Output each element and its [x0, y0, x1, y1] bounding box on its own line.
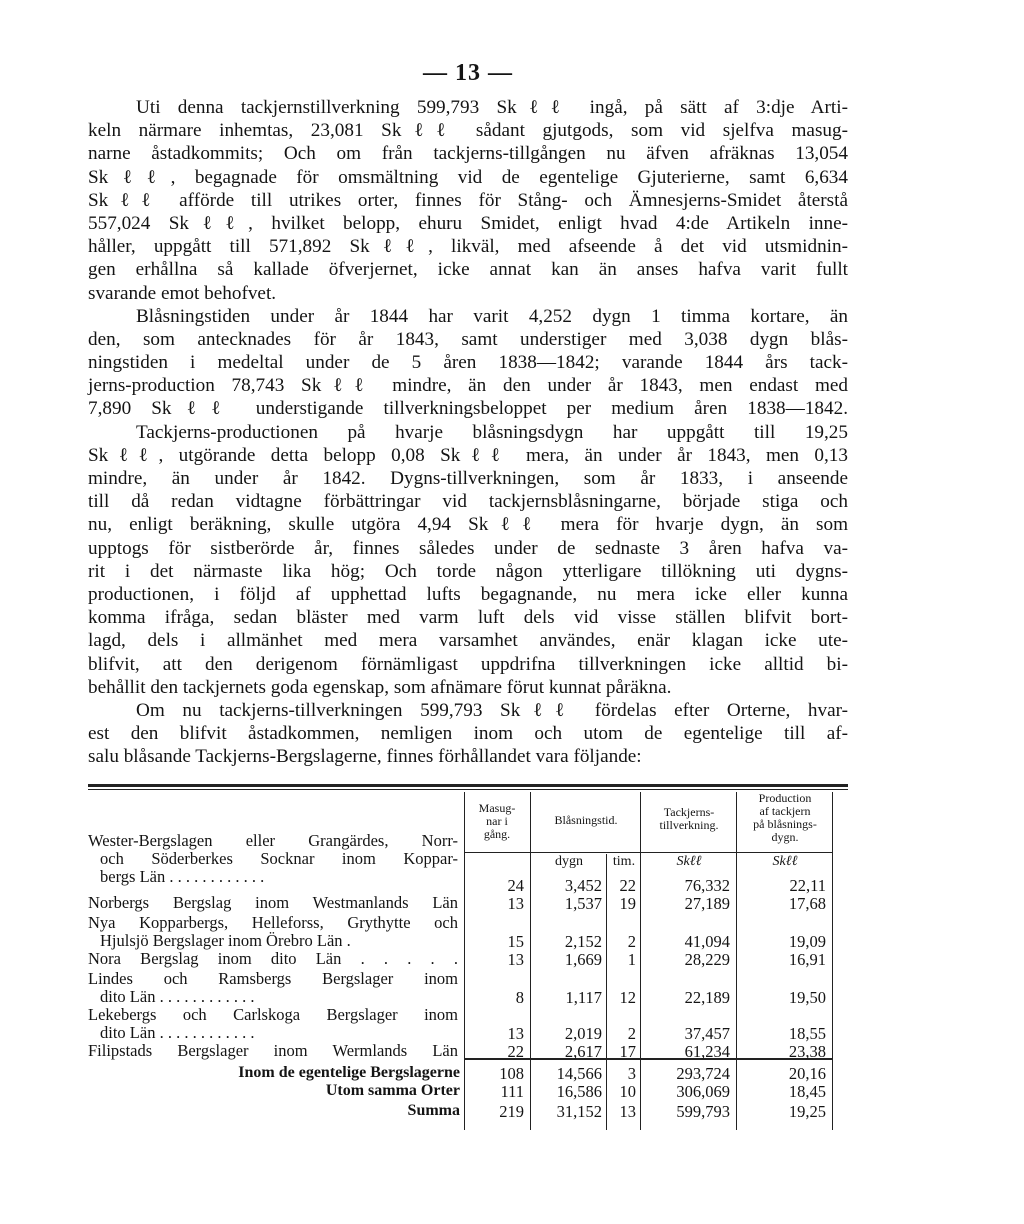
- cell-tillverkning: 27,189: [684, 894, 730, 913]
- body-line: Blåsningstiden under år 1844 har varit 4,252 dygn 1 timma kortare, än: [136, 305, 848, 327]
- body-line: jerns-production 78,743 Skℓℓ mindre, än den under år 1843, men endast med: [88, 375, 848, 397]
- row-label: och Söderberkes Socknar inom Koppar-: [100, 849, 458, 868]
- body-line: den, som antecknades för år 1843, samt understiger med 3,038 dygn blås-: [88, 328, 848, 350]
- cell-production: 16,91: [788, 950, 826, 969]
- body-text: [88, 96, 848, 768]
- body-line: nu, enligt beräkning, skulle utgöra 4,94 Skℓℓ mera för hvarje dygn, än som: [88, 514, 848, 536]
- body-line: ningstiden i medeltal under de 5 åren 1838—1842; varande 1844 års tack-: [88, 352, 848, 374]
- cell-tillverkning: 61,234: [684, 1042, 730, 1061]
- body-line: till då redan vidtagne förbättringar vid tackjernsblåsningarne, började stiga och: [88, 491, 848, 513]
- total-label: Utom samma Orter: [325, 1082, 460, 1099]
- body-line: 7,890 Skℓℓ understigande tillverkningsbeloppet per medium åren 1838—1842.: [88, 398, 848, 420]
- total-tillverkning: 306,069: [676, 1082, 730, 1101]
- total-label: Summa: [407, 1102, 460, 1119]
- cell-tim: 2: [627, 1024, 636, 1043]
- body-line: 557,024 Skℓℓ, hvilket belopp, ehuru Smidet, enligt hvad 4:de Artikeln inne-: [88, 212, 848, 234]
- production-table: [88, 792, 848, 1132]
- row-label: Lindes och Ramsbergs Bergslager inom: [88, 969, 458, 988]
- cell-tim: 12: [619, 988, 636, 1007]
- unit-dygn: dygn: [555, 854, 583, 869]
- cell-tillverkning: 37,457: [684, 1024, 730, 1043]
- row-label: Filipstads Bergslager inom Wermlands Län: [88, 1041, 458, 1060]
- row-label: bergs Län . . . . . . . . . . . .: [100, 867, 265, 886]
- body-line: Skℓℓ, utgörande detta belopp 0,08 Skℓℓ mera, än under år 1843, men 0,13: [88, 444, 848, 466]
- total-label: Inom de egentelige Bergslagerne: [238, 1064, 460, 1081]
- body-line: behållit den tackjernets goda egenskap, som afnämare förut kunnat påräkna.: [88, 676, 672, 698]
- total-production: 19,25: [788, 1102, 826, 1121]
- cell-masugnar: 8: [515, 988, 524, 1007]
- body-line: productionen, i följd af upphettad lufts begagnande, nu mera icke eller kunna: [88, 583, 848, 605]
- total-tillverkning: 599,793: [676, 1102, 730, 1121]
- row-label: Lekebergs och Carlskoga Bergslager inom: [88, 1005, 458, 1024]
- total-masugnar: 219: [499, 1102, 524, 1121]
- body-line: salu blåsande Tackjerns-Bergslagerne, finnes förhållandet vara följande:: [88, 746, 642, 768]
- total-production: 20,16: [788, 1064, 826, 1083]
- header-blasningstid: Blåsningstid.: [554, 813, 618, 827]
- cell-production: 18,55: [788, 1024, 826, 1043]
- total-dygn: 14,566: [556, 1064, 602, 1083]
- header-masugnar: Masug- nar i gång.: [478, 801, 516, 841]
- body-line: Tackjerns-productionen på hvarje blåsningsdygn har uppgått till 19,25: [136, 421, 848, 443]
- unit-tim: tim.: [612, 854, 636, 869]
- row-label: Nya Kopparbergs, Helleforss, Grythytte och: [88, 913, 458, 932]
- cell-dygn: 2,019: [564, 1024, 602, 1043]
- cell-masugnar: 24: [507, 876, 524, 895]
- row-label: Hjulsjö Bergslager inom Örebro Län .: [100, 931, 351, 950]
- cell-dygn: 1,537: [564, 894, 602, 913]
- row-label: Wester-Bergslagen eller Grangärdes, Norr-: [88, 831, 458, 850]
- body-line: Uti denna tackjernstillverkning 599,793 Skℓℓ ingå, på sätt af 3:dje Arti-: [136, 97, 848, 118]
- total-dygn: 16,586: [556, 1082, 602, 1101]
- cell-production: 23,38: [788, 1042, 826, 1061]
- header-tillverkning: Tackjerns- tillverkning.: [659, 805, 719, 832]
- cell-masugnar: 15: [507, 932, 524, 951]
- body-line: est den blifvit åstadkommen, nemligen inom och utom de egentelige till af-: [88, 723, 848, 745]
- body-line: lagd, dels i allmänhet med mera varsamhet användes, enär klagan icke ute-: [88, 630, 848, 652]
- row-label: Norbergs Bergslag inom Westmanlands Län: [88, 893, 458, 912]
- body-line: Skℓℓ afförde till utrikes orter, finnes för Stång- och Ämnesjerns-Smidet återstå: [88, 189, 848, 211]
- cell-masugnar: 13: [507, 894, 524, 913]
- total-tillverkning: 293,724: [676, 1064, 730, 1083]
- cell-dygn: 2,617: [564, 1042, 602, 1061]
- cell-production: 17,68: [788, 894, 826, 913]
- cell-tillverkning: 28,229: [684, 950, 730, 969]
- body-line: håller, uppgått till 571,892 Skℓℓ, likväl, med afseende å det vid utsmidnin-: [88, 236, 848, 258]
- body-line: Skℓℓ, begagnade för omsmältning vid de egentelige Gjuterierne, samt 6,634: [88, 166, 848, 188]
- body-line: rit i det närmaste lika hög; Och torde någon ytterligare tillökning uti dygns-: [88, 560, 848, 582]
- total-masugnar: 108: [499, 1064, 524, 1083]
- cell-dygn: 2,152: [564, 932, 602, 951]
- cell-tim: 17: [619, 1042, 636, 1061]
- cell-dygn: 3,452: [564, 876, 602, 895]
- total-tim: 3: [627, 1064, 636, 1083]
- cell-dygn: 1,117: [565, 988, 602, 1007]
- table-top-rule-thin: [88, 789, 848, 790]
- cell-masugnar: 22: [507, 1042, 524, 1061]
- body-line: Om nu tackjerns-tillverkningen 599,793 Skℓℓ fördelas efter Orterne, hvar-: [136, 699, 848, 721]
- unit-skl-tillverkning: Skℓℓ: [676, 854, 702, 869]
- total-masugnar: 111: [500, 1082, 524, 1101]
- cell-tim: 22: [619, 876, 636, 895]
- row-label: Nora Bergslag inom dito Län . . . . .: [88, 949, 458, 968]
- body-line: mindre, än under år 1842. Dygns-tillverkningen, som år 1833, i anseende: [88, 468, 848, 489]
- cell-tillverkning: 22,189: [684, 988, 730, 1007]
- body-line: keln närmare inhemtas, 23,081 Skℓℓ sådant gjutgods, som vid sjelfva masug-: [88, 120, 848, 142]
- cell-tim: 2: [627, 932, 636, 951]
- header-production: Production af tackjern på blåsnings- dygn.: [753, 791, 817, 844]
- body-line: blifvit, att den derigenom förnämligast uppdrifna tillverkningen icke alltid bi-: [88, 653, 848, 675]
- cell-production: 19,50: [788, 988, 826, 1007]
- total-tim: 13: [619, 1102, 636, 1121]
- total-production: 18,45: [788, 1082, 826, 1101]
- body-line: gen erhållna så kallade öfverjernet, icke annat kan än anses hafva varit fullt: [88, 259, 848, 281]
- body-line: komma ifråga, sedan bläster med varm luft dels vid visse ställen blifvit bort-: [88, 607, 848, 629]
- cell-dygn: 1,669: [564, 950, 602, 969]
- cell-tillverkning: 76,332: [684, 876, 730, 895]
- row-label: dito Län . . . . . . . . . . . .: [100, 1023, 255, 1042]
- cell-masugnar: 13: [507, 950, 524, 969]
- cell-production: 22,11: [789, 876, 826, 895]
- cell-production: 19,09: [788, 932, 826, 951]
- cell-tillverkning: 41,094: [684, 932, 730, 951]
- table-top-rule: [88, 784, 848, 787]
- body-line: svarande emot behofvet.: [88, 282, 277, 304]
- row-label: dito Län . . . . . . . . . . . .: [100, 987, 255, 1006]
- cell-masugnar: 13: [507, 1024, 524, 1043]
- body-line: narne åstadkommits; Och om från tackjerns-tillgången nu äfven afräknas 13,054: [88, 143, 848, 165]
- page-number: — 13 —: [423, 60, 513, 86]
- cell-tim: 19: [619, 894, 636, 913]
- total-tim: 10: [619, 1082, 636, 1101]
- cell-tim: 1: [627, 950, 636, 969]
- total-dygn: 31,152: [556, 1102, 602, 1121]
- unit-skl-production: Skℓℓ: [772, 854, 798, 869]
- body-line: upptogs för sistberörde år, finnes således under de sednaste 3 åren hafva va-: [88, 537, 848, 559]
